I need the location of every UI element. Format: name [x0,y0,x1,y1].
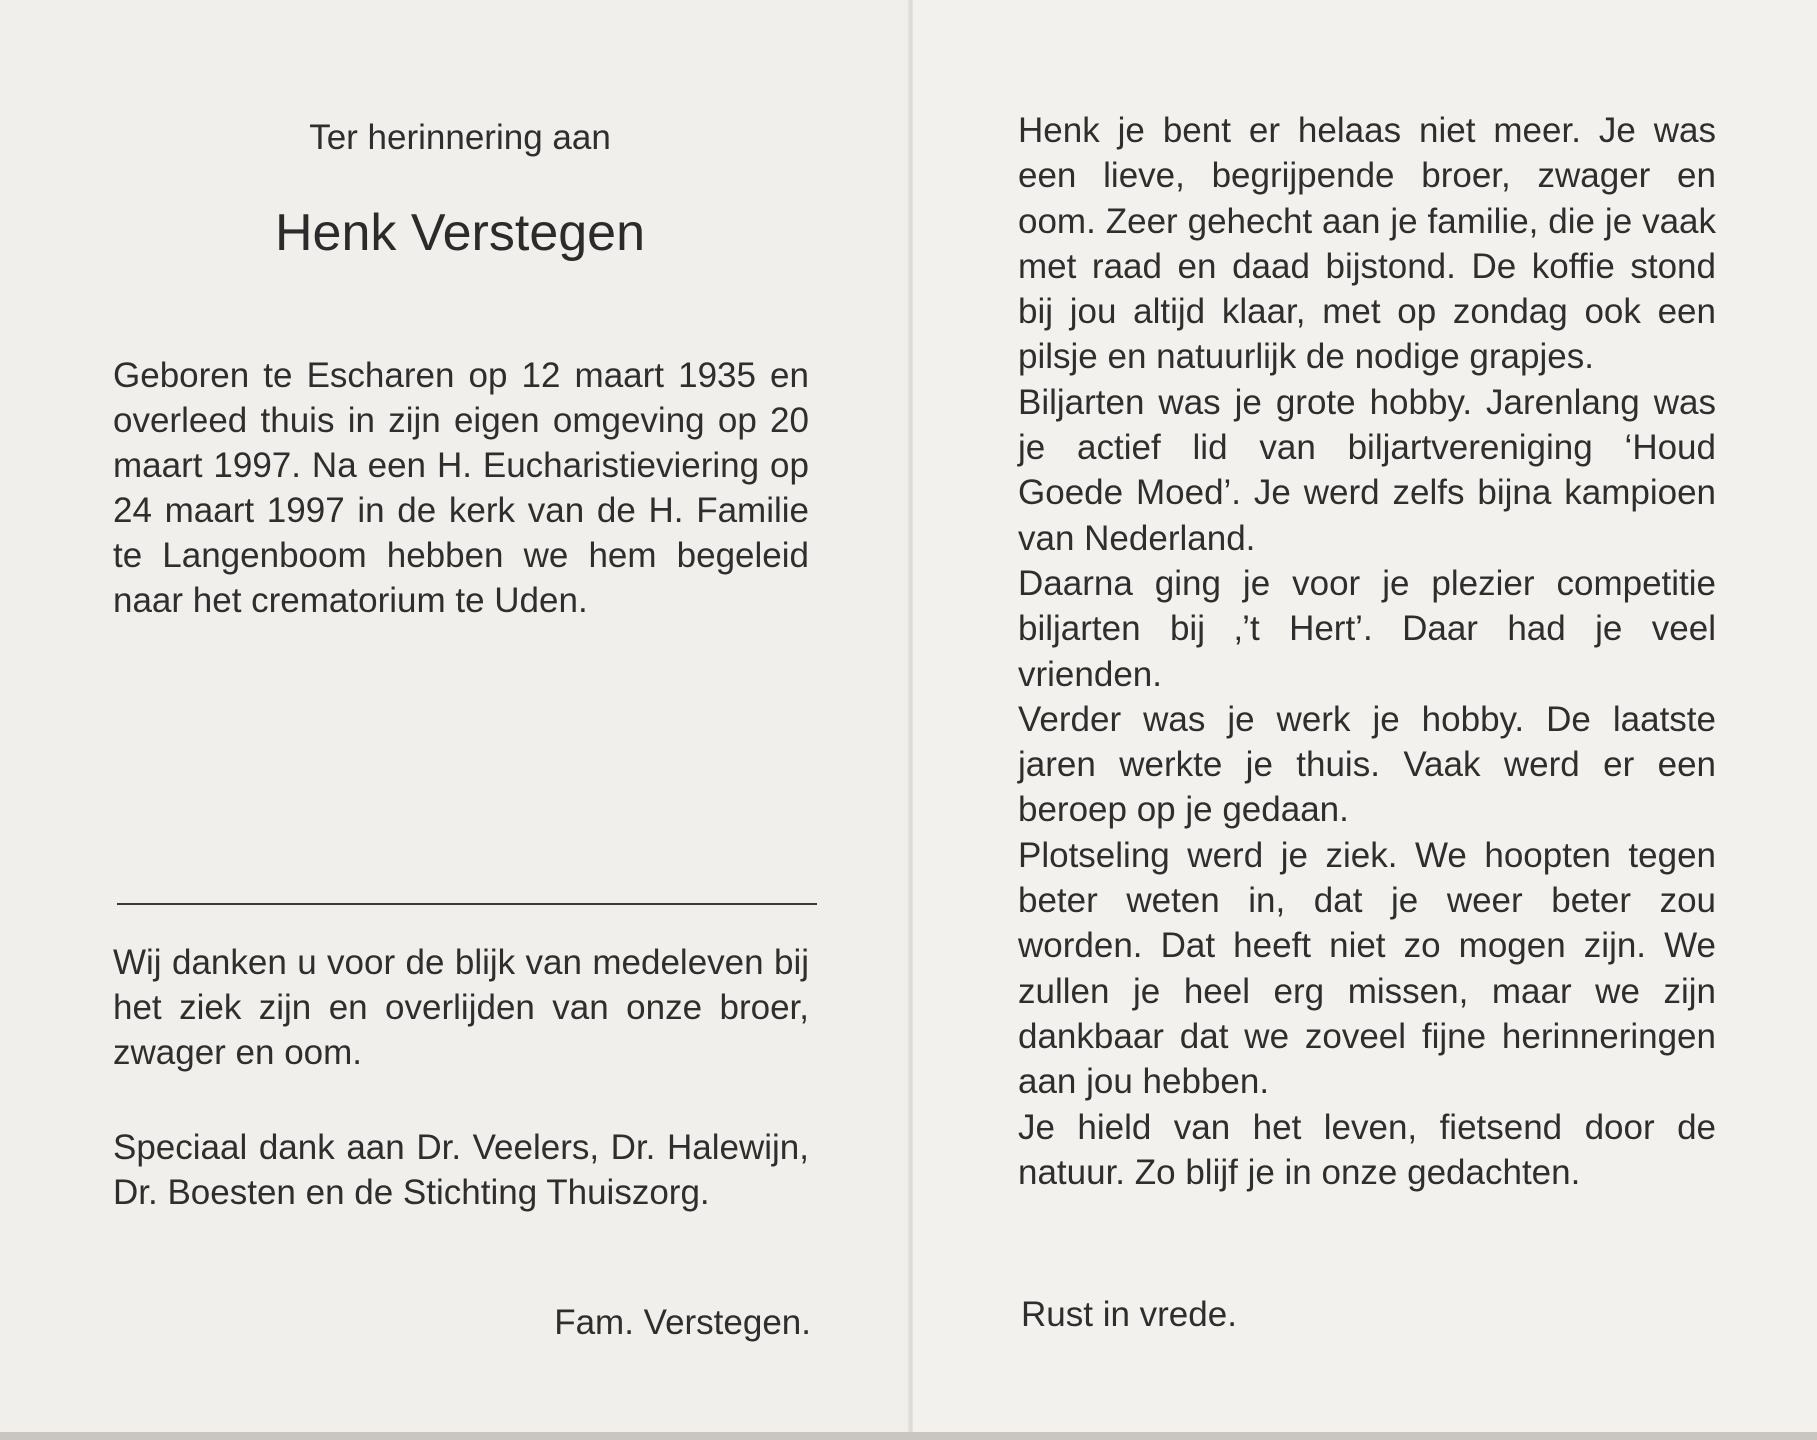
special-thanks-text: Speciaal dank aan Dr. Veelers, Dr. Halewijn, Dr. Boesten en de Stichting Thuiszorg. [113,1128,809,1212]
birth-death-paragraph [113,353,809,623]
card-bottom-edge [0,1432,1817,1440]
eulogy-paragraph: Daarna ging je voor je plezier competitie biljarten bij ‚’t Hert’. Daar had je veel vrienden. [1018,563,1716,694]
special-thanks-paragraph [113,1125,809,1215]
eulogy-paragraph: Verder was je werk je hobby. De laatste jaren werkte je thuis. Vaak werd er een beroep op je gedaan. [1018,699,1716,830]
birth-death-text: Geboren te Escharen op 12 maart 1935 en overleed thuis in zijn eigen omgeving op 20 maart 1997. Na een H. Eucharistieviering op 24 maart 1997 in de kerk van de H. Familie te Langenboom hebben we hem begeleid naar het crematorium te Uden. [113,356,809,620]
eulogy-paragraph: Je hield van het leven, fietsend door de natuur. Zo blijf je in onze gedachten. [1018,1107,1716,1192]
closing-line: Rust in vrede. [1021,1295,1237,1334]
deceased-name: Henk Verstegen [274,204,646,262]
eulogy-paragraph: Henk je bent er helaas niet meer. Je was een lieve, begrijpende broer, zwager en oom. Zeer gehecht aan je familie, die je vaak met raad en daad bijstond. De koffie stond bij jou altijd klaar, met op zondag ook een pilsje en natuurlijk de nodige grapjes. [1018,111,1716,377]
intro-line: Ter herinnering aan [309,118,611,157]
thanks-paragraph [113,940,809,1075]
left-panel [0,0,910,1432]
thanks-text: Wij danken u voor de blijk van medeleven bij het ziek zijn en overlijden van onze broer, zwager en oom. [113,943,809,1072]
eulogy-text [1018,108,1716,1195]
eulogy-paragraph: Biljarten was je grote hobby. Jarenlang was je actief lid van biljartvereniging ‘Houd Goede Moed’. Je werd zelfs bijna kampioen van Nederland. [1018,382,1716,558]
divider-line [117,903,817,905]
family-signature: Fam. Verstegen. [554,1303,811,1342]
eulogy-paragraph: Plotseling werd je ziek. We hoopten tegen beter weten in, dat je weer beter zou worden. Dat heeft niet zo mogen zijn. We zullen je heel erg missen, maar we zijn dankbaar dat we zoveel fijne herinneringen aan jou hebben. [1018,835,1716,1102]
